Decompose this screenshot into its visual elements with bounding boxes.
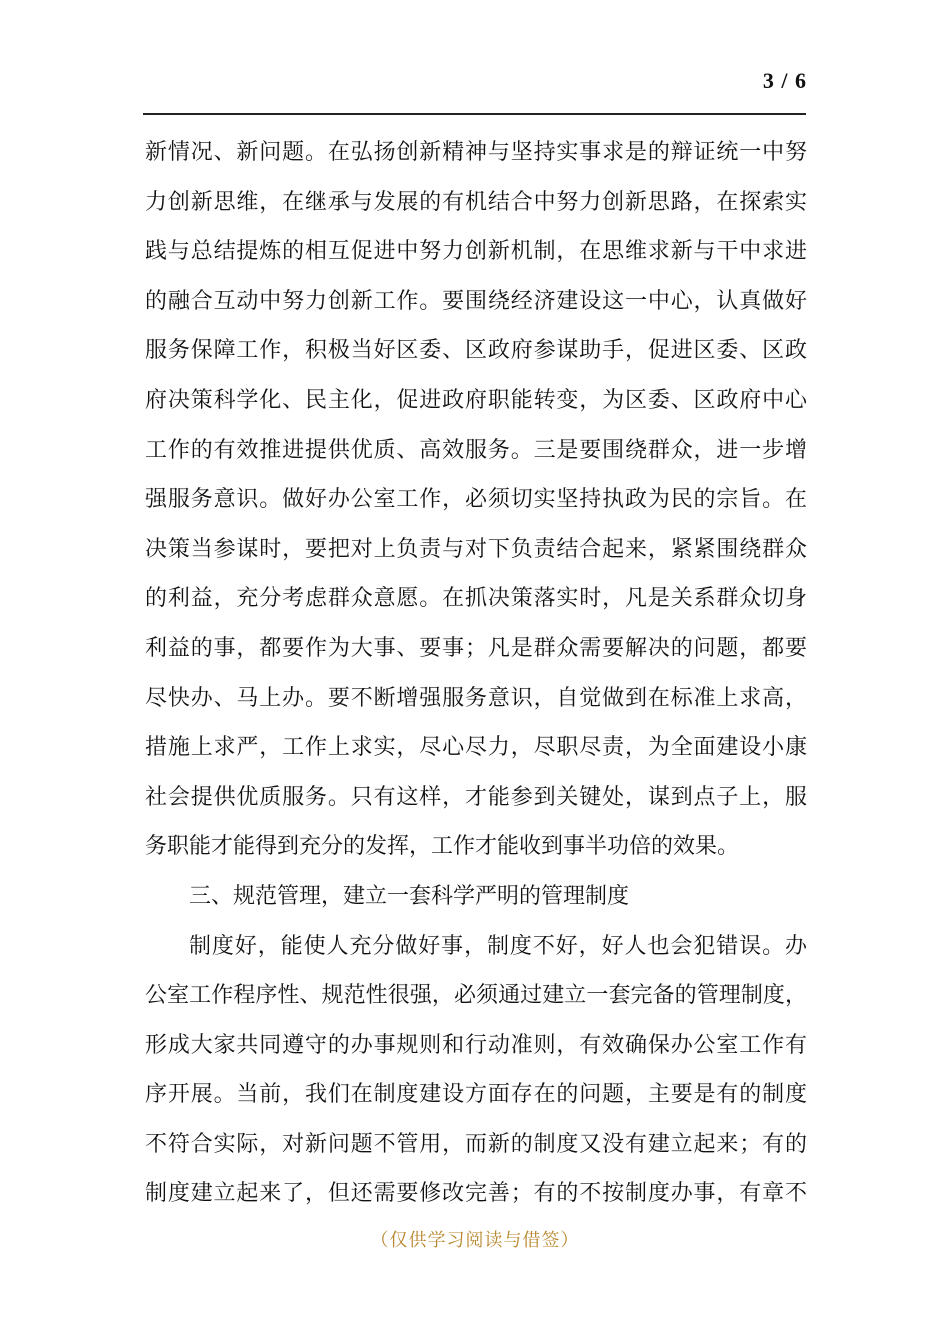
- text-line: 形成大家共同遵守的办事规则和行动准则，有效确保办公室工作有: [145, 1032, 807, 1058]
- text-line: 的融合互动中努力创新工作。要围绕经济建设这一中心，认真做好: [145, 288, 807, 314]
- text-line: 决策当参谋时，要把对上负责与对下负责结合起来，紧紧围绕群众: [145, 536, 807, 562]
- header-divider: [143, 113, 806, 115]
- footer-note: （仅供学习阅读与借签）: [370, 1230, 580, 1251]
- text-line: 新情况、新问题。在弘扬创新精神与坚持实事求是的辩证统一中努: [145, 140, 807, 165]
- text-line: 尽快办、马上办。要不断增强服务意识，自觉做到在标准上求高，: [145, 685, 807, 711]
- document-body: [145, 128, 807, 1219]
- text-line: 服务保障工作，积极当好区委、区政府参谋助手，促进区委、区政: [145, 338, 807, 364]
- text-line: 社会提供优质服务。只有这样，才能参到关键处，谋到点子上，服: [145, 784, 807, 810]
- section-heading: 三、规范管理，建立一套科学严明的管理制度: [189, 883, 630, 909]
- text-line: 制度好，能使人充分做好事，制度不好，好人也会犯错误。办: [189, 933, 807, 959]
- text-line: 公室工作程序性、规范性很强，必须通过建立一套完备的管理制度，: [145, 983, 807, 1009]
- text-line: 不符合实际，对新问题不管用，而新的制度又没有建立起来；有的: [145, 1131, 807, 1157]
- page-number: 3 / 6: [762, 68, 807, 93]
- text-line: 的利益，充分考虑群众意愿。在抓决策落实时，凡是关系群众切身: [145, 586, 807, 612]
- text-line: 措施上求严，工作上求实，尽心尽力，尽职尽责，为全面建设小康: [145, 735, 807, 761]
- text-line: 序开展。当前，我们在制度建设方面存在的问题，主要是有的制度: [145, 1082, 807, 1108]
- text-line: 利益的事，都要作为大事、要事；凡是群众需要解决的问题，都要: [145, 635, 807, 661]
- text-line: 府决策科学化、民主化，促进政府职能转变，为区委、区政府中心: [145, 387, 807, 413]
- text-line: 务职能才能得到充分的发挥，工作才能收到事半功倍的效果。: [145, 834, 740, 860]
- text-line: 强服务意识。做好办公室工作，必须切实坚持执政为民的宗旨。在: [145, 487, 807, 513]
- text-line: 践与总结提炼的相互促进中努力创新机制，在思维求新与干中求进: [145, 239, 807, 265]
- text-line: 工作的有效推进提供优质、高效服务。三是要围绕群众，进一步增: [145, 437, 807, 463]
- text-line: 力创新思维，在继承与发展的有机结合中努力创新思路，在探索实: [145, 189, 807, 215]
- text-line: 制度建立起来了，但还需要修改完善；有的不按制度办事，有章不: [145, 1181, 807, 1207]
